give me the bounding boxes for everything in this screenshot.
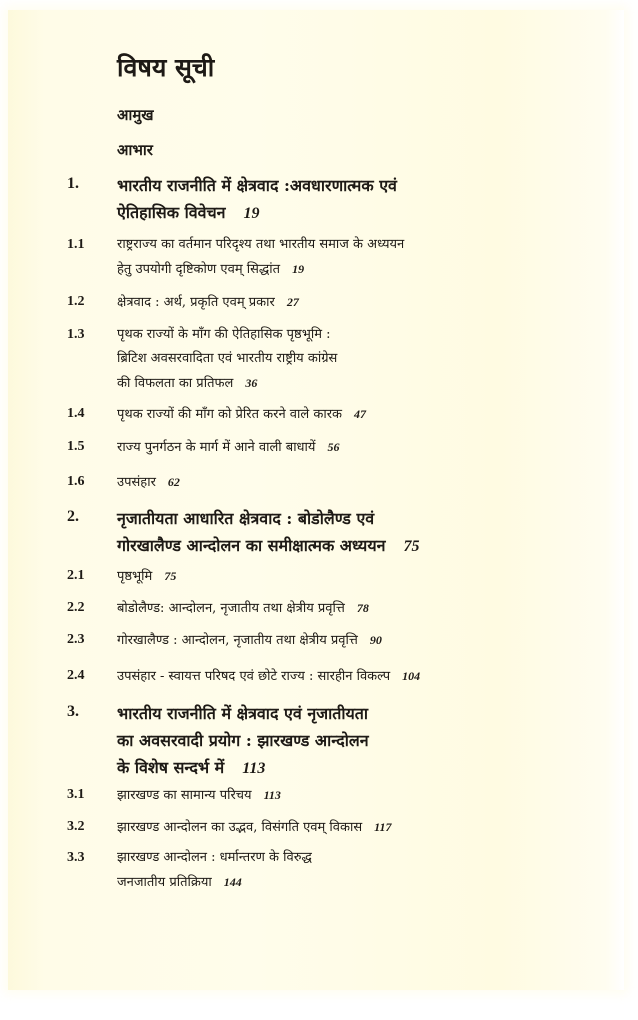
entry-title-line xyxy=(117,199,517,227)
entry-title-line xyxy=(117,435,517,460)
entry-title-line xyxy=(117,532,517,560)
entry-number: 2.4 xyxy=(67,668,85,683)
entry-title-text: पृथक राज्यों की माँग को प्रेरित करने वाले कारक xyxy=(117,407,342,422)
entry-page-number: 78 xyxy=(356,601,369,615)
entry-page-number: 75 xyxy=(164,569,177,583)
entry-title-text: झारखण्ड आन्दोलन : धर्मान्तरण के विरुद्ध xyxy=(117,850,312,865)
entry-title xyxy=(117,846,517,895)
entry-page-number: 36 xyxy=(245,376,258,390)
entry-title-text: उपसंहार - स्वायत्त परिषद एवं छोटे राज्य : सारहीन विकल्प xyxy=(117,669,391,684)
entry-page-number: 47 xyxy=(354,407,366,421)
entry-title xyxy=(117,290,517,315)
entry-title-text: क्षेत्रवाद : अर्थ, प्रकृति एवम् प्रकार xyxy=(117,295,275,310)
entry-title-line xyxy=(117,470,517,495)
entry-page-number: 113 xyxy=(263,788,281,802)
entry-number: 1.6 xyxy=(67,474,85,489)
entry-title-text: झारखण्ड का सामान्य परिचय xyxy=(117,788,252,803)
entry-title-text: की विफलता का प्रतिफल xyxy=(117,376,234,391)
entry-page-number: 104 xyxy=(402,669,421,683)
entry-title-text: नृजातीयता आधारित क्षेत्रवाद : बोडोलैण्ड एवं xyxy=(117,509,375,528)
entry-number: 1.2 xyxy=(67,294,85,309)
entry-title xyxy=(117,564,517,589)
entry-page-number: 56 xyxy=(327,440,340,454)
entry-title xyxy=(117,783,517,808)
entry-title xyxy=(117,505,517,560)
entry-page-number: 62 xyxy=(167,475,180,489)
entry-title-line xyxy=(117,347,517,371)
entry-title-text: बोडोलैण्ड: आन्दोलन, नृजातीय तथा क्षेत्रीय प्रवृत्ति xyxy=(117,601,345,616)
entry-page-number: 75 xyxy=(403,538,420,555)
entry-number: 2. xyxy=(67,508,79,525)
entry-page-number: 117 xyxy=(374,820,392,834)
entry-title xyxy=(117,402,517,427)
entry-title xyxy=(117,596,517,621)
entry-title-line xyxy=(117,846,517,870)
entry-title-text: ऐतिहासिक विवेचन xyxy=(117,203,226,222)
entry-title-text: भारतीय राजनीति में क्षेत्रवाद एवं नृजातीयता xyxy=(117,704,369,723)
entry-title-text: झारखण्ड आन्दोलन का उद्भव, विसंगति एवम् विकास xyxy=(117,820,363,835)
entry-title-line xyxy=(117,257,517,282)
entry-title-line xyxy=(117,754,517,782)
entry-title-line xyxy=(117,323,517,347)
entry-title xyxy=(117,700,517,782)
entry-page-number: 19 xyxy=(292,262,305,276)
entry-title-line xyxy=(117,628,517,653)
entry-title-text: के विशेष सन्दर्भ में xyxy=(117,758,225,777)
entry-title-line xyxy=(117,664,517,689)
entry-title-line xyxy=(117,700,517,727)
entry-title xyxy=(117,233,517,282)
entry-title-line xyxy=(117,371,517,396)
entry-title-line xyxy=(117,815,517,840)
entry-title-text: राष्ट्रराज्य का वर्तमान परिदृश्य तथा भारतीय समाज के अध्ययन xyxy=(117,237,405,252)
entry-title-text: पृष्ठभूमि xyxy=(117,569,153,584)
entry-title-line xyxy=(117,402,517,427)
entry-title-text: भारतीय राजनीति में क्षेत्रवाद :अवधारणात्मक एवं xyxy=(117,176,397,195)
entry-page-number: 144 xyxy=(223,875,242,889)
entry-number: 3. xyxy=(67,703,79,720)
entry-title xyxy=(117,628,517,653)
entry-title-line xyxy=(117,290,517,315)
entry-title xyxy=(117,470,517,495)
entry-title-text: पृथक राज्यों के माँग की ऐतिहासिक पृष्ठभूमि : xyxy=(117,327,331,342)
entry-page-number: 113 xyxy=(242,760,266,777)
entry-title-line xyxy=(117,596,517,621)
book-page xyxy=(8,10,624,990)
entry-page-number: 27 xyxy=(286,295,299,309)
entry-title xyxy=(117,815,517,840)
entry-number: 1. xyxy=(67,175,79,192)
entry-number: 2.3 xyxy=(67,632,85,647)
entry-number: 1.1 xyxy=(67,237,85,252)
entry-title-text: राज्य पुनर्गठन के मार्ग में आने वाली बाधायें xyxy=(117,440,316,455)
entry-title-line xyxy=(117,172,517,199)
entry-number: 1.4 xyxy=(67,406,85,421)
entry-title-text: गोरखालैण्ड आन्दोलन का समीक्षात्मक अध्ययन xyxy=(117,536,386,555)
front-matter-acknowledgement: आभार xyxy=(117,141,153,159)
entry-number: 3.1 xyxy=(67,787,85,802)
entry-number: 2.2 xyxy=(67,600,85,615)
entry-title xyxy=(117,435,517,460)
entry-number: 3.3 xyxy=(67,850,85,865)
entry-title-line xyxy=(117,564,517,589)
entry-title-line xyxy=(117,727,517,754)
entry-number: 2.1 xyxy=(67,568,85,583)
entry-number: 1.5 xyxy=(67,439,85,454)
entry-title xyxy=(117,664,517,689)
entry-number: 1.3 xyxy=(67,327,85,342)
entry-title-line xyxy=(117,870,517,895)
entry-number: 3.2 xyxy=(67,819,85,834)
front-matter-foreword: आमुख xyxy=(117,106,154,124)
entry-title-text: ब्रिटिश अवसरवादिता एवं भारतीय राष्ट्रीय कांग्रेस xyxy=(117,351,338,366)
entry-title-line xyxy=(117,505,517,532)
entry-title-text: उपसंहार xyxy=(117,475,156,490)
entry-title xyxy=(117,323,517,396)
toc-title: विषय सूची xyxy=(117,53,215,82)
entry-page-number: 19 xyxy=(243,205,260,222)
entry-title-line xyxy=(117,783,517,808)
entry-title-text: गोरखालैण्ड : आन्दोलन, नृजातीय तथा क्षेत्रीय प्रवृत्ति xyxy=(117,633,358,648)
entry-title-line xyxy=(117,233,517,257)
entry-page-number: 90 xyxy=(369,633,382,647)
entry-title-text: का अवसरवादी प्रयोग : झारखण्ड आन्दोलन xyxy=(117,731,369,750)
entry-title xyxy=(117,172,517,227)
entry-title-text: हेतु उपयोगी दृष्टिकोण एवम् सिद्धांत xyxy=(117,262,281,277)
entry-title-text: जनजातीय प्रतिक्रिया xyxy=(117,875,212,890)
